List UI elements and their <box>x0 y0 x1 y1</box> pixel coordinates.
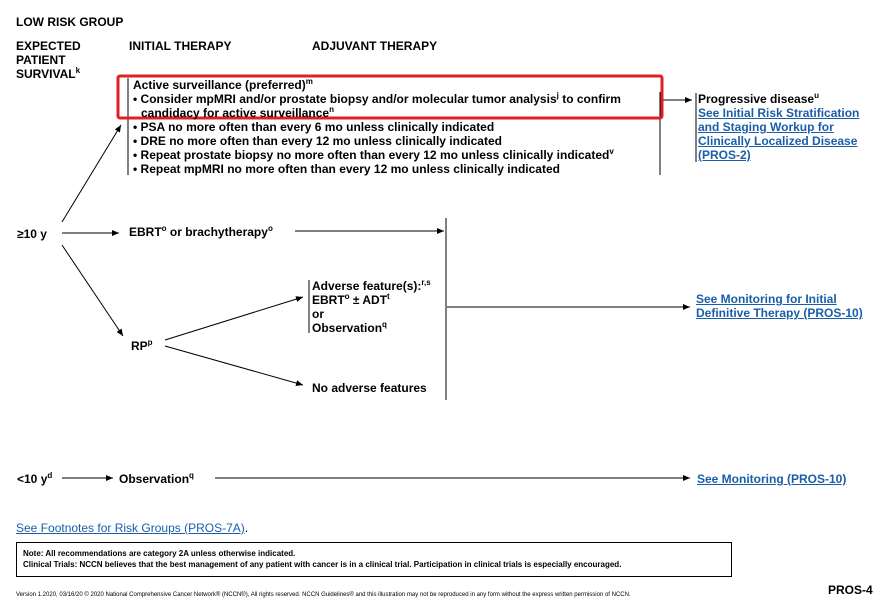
note-line-2: Clinical Trials: NCCN believes that the best management of any patient with cancer is in a clinical trial. Participation in clinical trials is especially encouraged. <box>23 560 622 569</box>
monitoring-link[interactable]: See Monitoring (PROS-10) <box>697 472 847 486</box>
col-survival-header: EXPECTED PATIENT SURVIVAL$^k$ <box>16 39 81 81</box>
arrow-rp-to-no-adverse <box>165 346 303 385</box>
group-title: LOW RISK GROUP <box>16 15 124 29</box>
surveillance-item: • PSA no more often than every 6 mo unless clinically indicated <box>133 120 495 134</box>
surveillance-block <box>133 78 621 176</box>
survival-ge10: ≥10 y <box>17 227 47 241</box>
col-initial-header: INITIAL THERAPY <box>129 39 232 53</box>
no-adverse-features: No adverse features <box>312 381 427 395</box>
footer-copyright: Version 1.2020, 03/16/20 © 2020 National Comprehensive Cancer Network® (NCCN®), All rights reserved. NCCN Guidelines® and this illustration may not be reproduced in any form without the express written permission of NCCN. <box>16 592 631 598</box>
ebrt-brachy: EBRT$^o$ or brachytherapy$^o$ <box>129 224 273 239</box>
col-adjuvant-header: ADJUVANT THERAPY <box>312 39 438 53</box>
surveillance-item: • Repeat mpMRI no more often than every 12 mo unless clinically indicated <box>133 162 560 176</box>
adverse-features: Adverse feature(s):$^{r,s}$ $EBRT^o \pm ADT^t$ or Observation$^q$ <box>312 278 431 335</box>
surveillance-item: candidacy for active surveillance$^n$ <box>141 105 334 120</box>
note-box <box>16 542 732 577</box>
arrow-rp-to-adverse <box>165 297 303 340</box>
arrow-to-surveillance <box>62 125 121 222</box>
footnotes-line: See Footnotes for Risk Groups (PROS-7A). <box>16 521 249 535</box>
note-line-1: Note: All recommendations are category 2A unless otherwise indicated. <box>23 549 296 558</box>
footnotes-link[interactable]: See Footnotes for Risk Groups (PROS-7A) <box>16 521 245 535</box>
arrow-to-rp <box>62 245 123 336</box>
observation: Observation$^q$ <box>119 471 194 486</box>
page-id: PROS-4 <box>828 583 873 597</box>
rp-label: $RP^p$ <box>131 338 153 353</box>
progressive-link[interactable]: See Initial Risk Stratification and Staging Workup for Clinically Localized Disease (PROS-2) <box>698 106 860 162</box>
surveillance-title: Active surveillance (preferred)$^m$ <box>133 77 313 92</box>
surveillance-item: • Repeat prostate biopsy no more often than every 12 mo unless clinically indicated$^v$ <box>133 147 614 162</box>
monitoring-initial-link[interactable]: See Monitoring for Initial Definitive Therapy (PROS-10) <box>696 292 863 320</box>
survival-lt10: <10 $y^d$ <box>17 471 53 486</box>
surveillance-item: • Consider mpMRI and/or prostate biopsy and/or molecular tumor analysis$^j$ to confirm <box>133 91 621 106</box>
surveillance-item: • DRE no more often than every 12 mo unless clinically indicated <box>133 134 502 148</box>
progressive-disease: Progressive disease$^u$ <box>698 91 819 106</box>
